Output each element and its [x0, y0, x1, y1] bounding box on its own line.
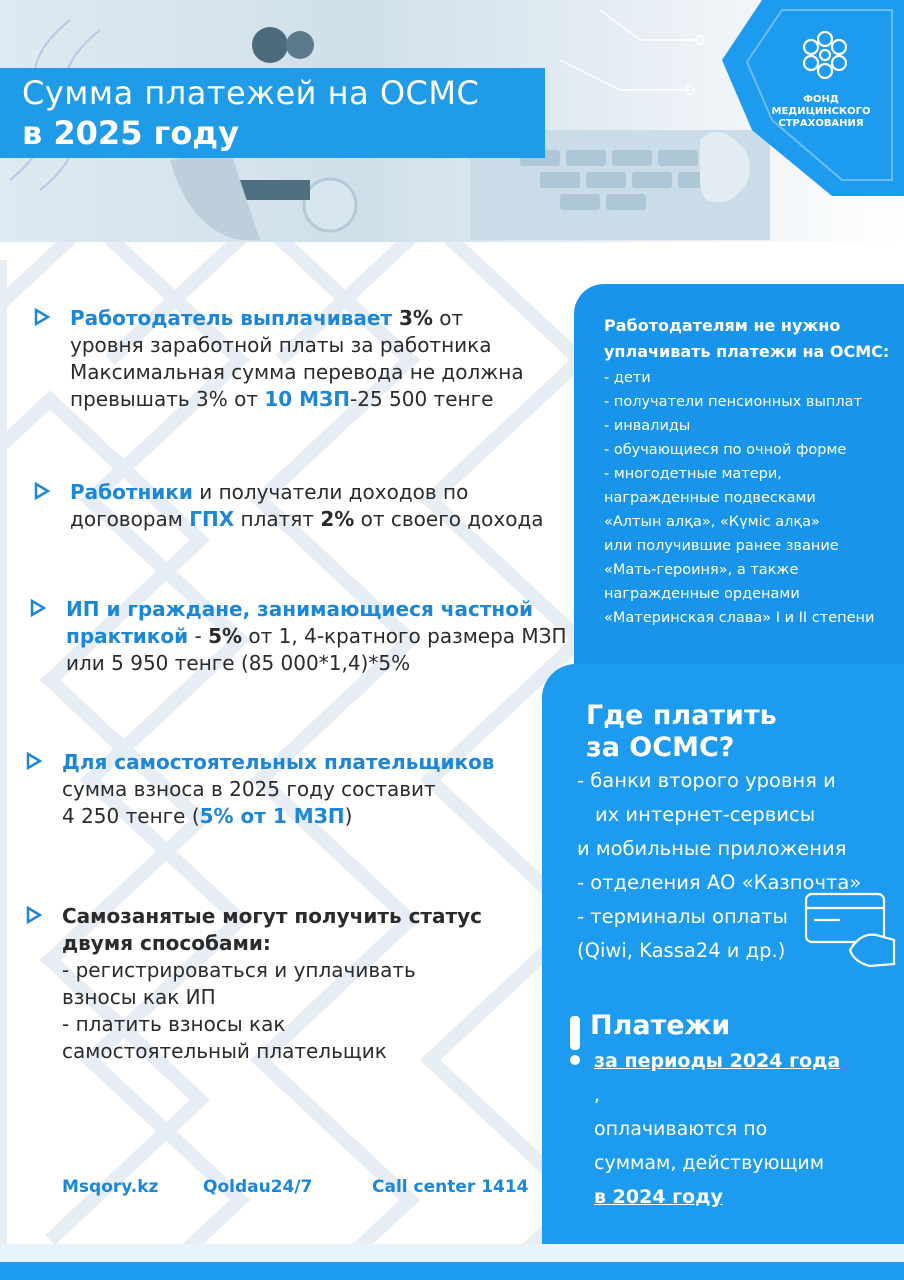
list-item: - отделения АО «Казпочта» [577, 871, 862, 894]
exempt-list [604, 366, 874, 630]
triangle-bullet-icon [30, 599, 46, 617]
bullet-ip: ИП и граждане, занимающиеся частной практикой - 5% от 1, 4-кратного размера МЗП или 5 950 тенге (85 000*1,4)*5% [66, 596, 567, 677]
list-item: «Алтын алқа», «Күміс алқа» [604, 514, 820, 530]
list-item: их интернет-сервисы [595, 803, 816, 826]
list-item: награжденные подвесками [604, 490, 816, 506]
list-item: - терминалы оплаты [577, 905, 788, 928]
triangle-bullet-icon [34, 482, 50, 500]
list-item: - получатели пенсионных выплат [604, 394, 862, 410]
exempt-heading: Работодателям не нужно уплачивать платежи на ОСМС: [604, 316, 890, 361]
bullet-workers: Работники и получатели доходов по договорам ГПХ платят 2% от своего дохода [70, 479, 544, 533]
footer-site-link[interactable]: Msqory.kz [62, 1177, 159, 1197]
list-item: - дети [604, 370, 651, 386]
page-subtitle: в 2025 году [22, 114, 239, 152]
list-item: и мобильные приложения [577, 837, 847, 860]
list-item: «Материнская слава» I и II степени [604, 610, 875, 626]
card-payment-icon [800, 890, 896, 970]
list-item: или получившие ранее звание [604, 538, 839, 554]
where-title: Где платить за ОСМС? [586, 700, 777, 763]
payments-title: Платежи [590, 1010, 731, 1041]
list-item: - банки второго уровня и [577, 769, 836, 792]
footer-qoldau-link[interactable]: Qoldau24/7 [203, 1177, 313, 1197]
bottom-stripe [0, 1262, 904, 1280]
fund-logo-text: ФОНД МЕДИЦИНСКОГО СТРАХОВАНИЯ [771, 94, 871, 129]
list-item: награжденные орденами [604, 586, 800, 602]
triangle-bullet-icon [34, 308, 50, 326]
bullet-employer: Работодатель выплачивает 3% от уровня заработной платы за работника Максимальная сумма перевода не должна превышать 3% от 10 МЗП-25 500 тенге [70, 305, 524, 413]
footer-call-center: Call center 1414 [372, 1177, 529, 1197]
list-item: (Qiwi, Kassa24 и др.) [577, 939, 786, 962]
page-title: Сумма платежей на ОСМС [22, 74, 480, 112]
bullet-self-employed: Самозанятые могут получить статус двумя способами: - регистрироваться и уплачивать взносы как ИП - платить взносы как самостоятельный плательщик [62, 903, 482, 1065]
list-item: - многодетные матери, [604, 466, 782, 482]
payments-text: за периоды 2024 года , оплачиваются по суммам, действующим в 2024 году [594, 1050, 841, 1208]
bullet-self-payers: Для самостоятельных плательщиков сумма взноса в 2025 году составит 4 250 тенге (5% от 1 МЗП) [62, 749, 494, 830]
list-item: - обучающиеся по очной форме [604, 442, 847, 458]
exclamation-icon [566, 1016, 584, 1066]
triangle-bullet-icon [26, 752, 42, 770]
list-item: «Мать-героиня», а также [604, 562, 799, 578]
triangle-bullet-icon [26, 906, 42, 924]
list-item: - инвалиды [604, 418, 691, 434]
